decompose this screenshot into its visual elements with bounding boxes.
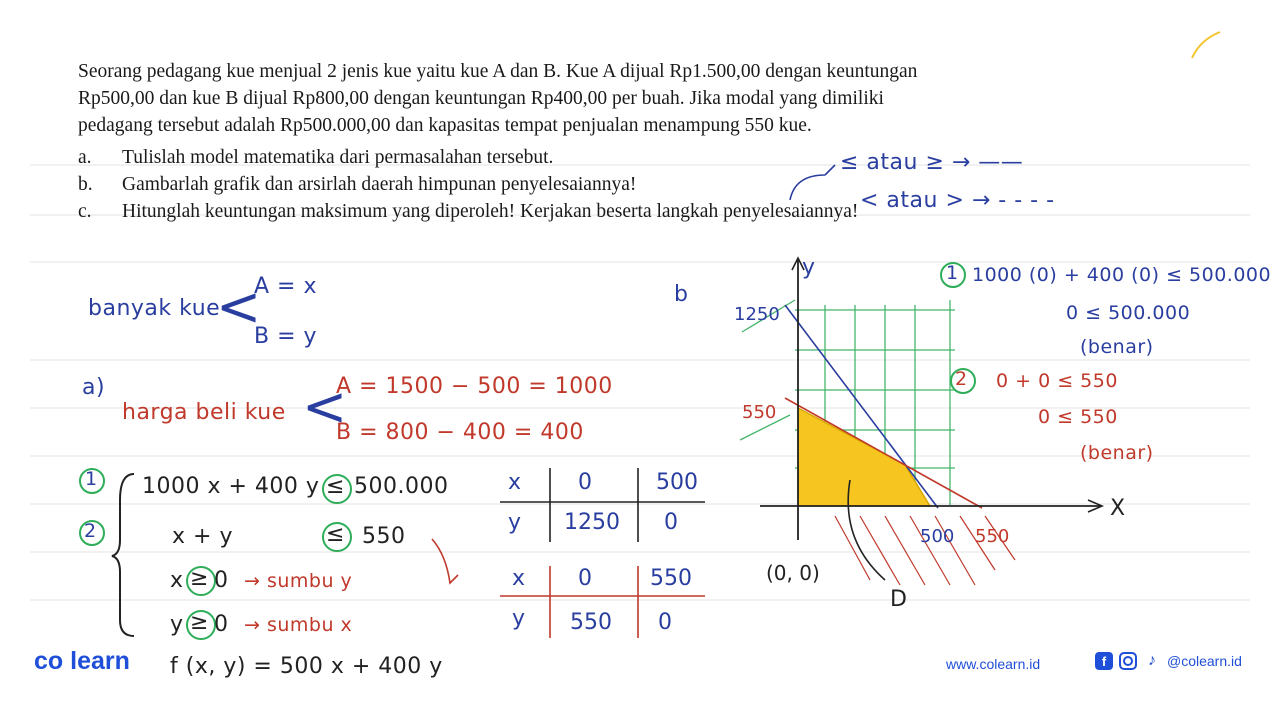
colearn-logo: co learn bbox=[34, 647, 130, 675]
feasible-region bbox=[798, 408, 930, 506]
table2-x-header: x bbox=[512, 566, 526, 591]
website-link[interactable]: www.colearn.id bbox=[946, 656, 1041, 672]
constraint-1-lhs: 1000 x + 400 y bbox=[142, 474, 320, 499]
constraint-4-var: y bbox=[170, 612, 184, 637]
problem-statement bbox=[78, 58, 1078, 139]
facebook-icon[interactable]: f bbox=[1095, 652, 1113, 670]
check-1-line-1: 1000 (0) + 400 (0) ≤ 500.000 bbox=[972, 264, 1272, 286]
x-tick-550: 550 bbox=[975, 526, 1010, 547]
problem-line-3: pedagang tersebut adalah Rp500.000,00 dan kapasitas tempat penjualan menampung 550 kue. bbox=[78, 115, 812, 136]
check-2-line-3: (benar) bbox=[1080, 442, 1154, 464]
constraint-3-sign: ≥ bbox=[190, 566, 209, 591]
constraint-3-zero: 0 bbox=[214, 568, 229, 593]
y-tick-550: 550 bbox=[742, 402, 777, 423]
task-b: b. Gambarlah grafik dan arsirlah daerah himpunan penyelesaiannya! bbox=[78, 174, 637, 195]
constraint-4-note: → sumbu x bbox=[244, 614, 353, 636]
table2-y-header: y bbox=[512, 606, 526, 631]
task-c: c. Hitunglah keuntungan maksimum yang diperoleh! Kerjakan beserta langkah penyelesaiannya! bbox=[78, 201, 859, 222]
banyak-kue-brace: < bbox=[216, 275, 262, 338]
table1-y-header: y bbox=[508, 510, 522, 535]
constraint-1-sign: ≤ bbox=[326, 474, 345, 499]
note-dashed-line: < atau > → - - - - bbox=[860, 188, 1055, 213]
table2-x0: 0 bbox=[578, 566, 592, 591]
social-handle: @colearn.id bbox=[1167, 653, 1242, 669]
check-1-number: 1 bbox=[946, 262, 959, 284]
banyak-kue-b: B = y bbox=[254, 324, 318, 349]
note-bracket bbox=[785, 155, 845, 205]
table1-x-header: x bbox=[508, 470, 522, 495]
harga-beli-label: harga beli kue bbox=[122, 400, 286, 425]
origin-label: (0, 0) bbox=[766, 561, 820, 585]
social-links bbox=[1095, 652, 1242, 670]
system-brace bbox=[108, 470, 138, 640]
task-a: a. Tulislah model matematika dari permasalahan tersebut. bbox=[78, 147, 554, 168]
y-axis-label: y bbox=[802, 255, 816, 280]
instagram-icon[interactable] bbox=[1119, 652, 1137, 670]
tiktok-icon[interactable]: ♪ bbox=[1148, 652, 1156, 669]
constraint-2-sign: ≤ bbox=[326, 522, 345, 547]
x-axis-label: X bbox=[1110, 496, 1126, 521]
constraint-3-note: → sumbu y bbox=[244, 570, 353, 592]
check-2-line-2: 0 ≤ 550 bbox=[1038, 406, 1118, 428]
constraint-1-rhs: 500.000 bbox=[354, 474, 449, 499]
constraint-2-rhs: 550 bbox=[362, 524, 406, 549]
constraint-2-lhs: x + y bbox=[172, 524, 233, 549]
table2-y0: 550 bbox=[570, 610, 612, 635]
check-2-line-1: 0 + 0 ≤ 550 bbox=[996, 370, 1118, 392]
y-tick-1250: 1250 bbox=[734, 304, 780, 325]
table2-x1: 550 bbox=[650, 566, 692, 591]
arrow-to-table bbox=[428, 535, 468, 595]
part-b-label: b bbox=[674, 282, 689, 307]
constraint-4-sign: ≥ bbox=[190, 610, 209, 635]
table1-x0: 0 bbox=[578, 470, 592, 495]
constraint-3-var: x bbox=[170, 568, 184, 593]
banyak-kue-label: banyak kue bbox=[88, 296, 221, 321]
table1-x1: 500 bbox=[656, 470, 698, 495]
constraint-1-number: 1 bbox=[85, 468, 98, 490]
x-tick-500: 500 bbox=[920, 526, 955, 547]
problem-line-2: Rp500,00 dan kue B dijual Rp800,00 dengan keuntungan Rp400,00 per buah. Jika modal yang dimiliki bbox=[78, 88, 884, 109]
harga-a: A = 1500 − 500 = 1000 bbox=[336, 374, 613, 399]
check-1-line-3: (benar) bbox=[1080, 336, 1154, 358]
banyak-kue-a: A = x bbox=[254, 274, 317, 299]
table1-y1: 0 bbox=[664, 510, 678, 535]
constraint-4-zero: 0 bbox=[214, 612, 229, 637]
objective-function: f (x, y) = 500 x + 400 y bbox=[170, 654, 443, 679]
check-1-line-2: 0 ≤ 500.000 bbox=[1066, 302, 1191, 324]
problem-line-1: Seorang pedagang kue menjual 2 jenis kue yaitu kue A dan B. Kue A dijual Rp1.500,00 dengan keuntungan bbox=[78, 61, 918, 82]
table1-y0: 1250 bbox=[564, 510, 620, 535]
region-label: D bbox=[890, 587, 907, 612]
check-2-number: 2 bbox=[955, 368, 968, 390]
harga-brace: < bbox=[302, 375, 348, 438]
part-a-label: a) bbox=[82, 375, 106, 400]
task-list bbox=[78, 144, 858, 225]
constraint-2-number: 2 bbox=[84, 520, 97, 542]
note-solid-line: ≤ atau ≥ → —— bbox=[840, 150, 1024, 175]
table2-y1: 0 bbox=[658, 610, 672, 635]
feasible-region-graph bbox=[720, 240, 1140, 620]
harga-b: B = 800 − 400 = 400 bbox=[336, 420, 584, 445]
